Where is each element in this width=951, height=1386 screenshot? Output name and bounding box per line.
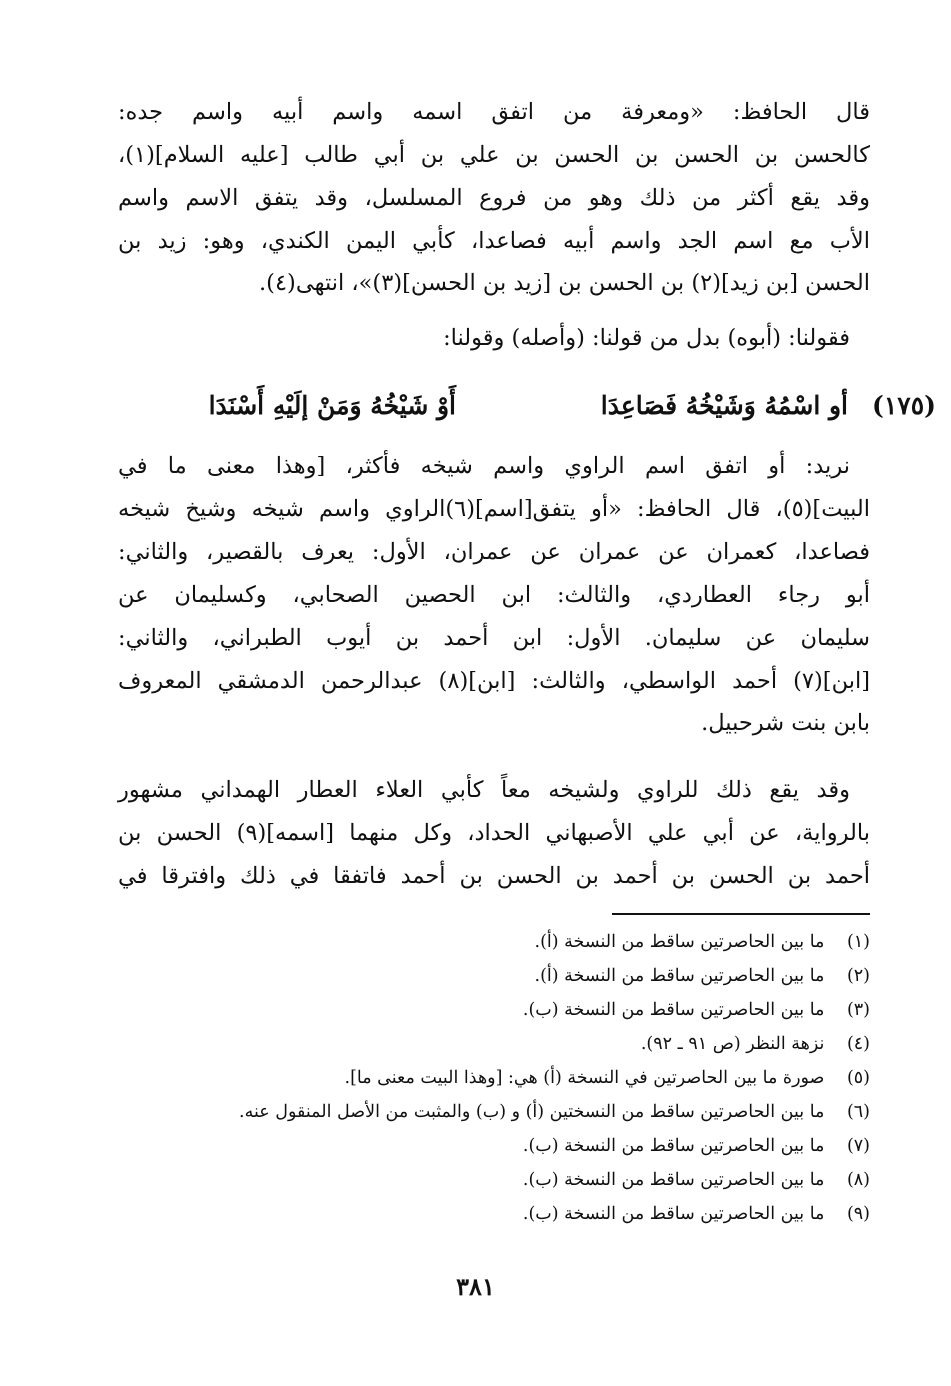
- footnote-number: (٧): [846, 1136, 870, 1156]
- footnote-number: (٢): [846, 966, 870, 986]
- footnote-number: (٨): [846, 1170, 870, 1190]
- text-line: [ابن](٧) أحمد الواسطي، والثالث: [ابن](٨) عبدالرحمن الدمشقي المعروف: [118, 668, 870, 694]
- text-line: الحسن [بن زيد](٢) بن الحسن بن [زيد بن الحسن](٣)»، انتهى(٤).: [259, 270, 870, 296]
- footnote-number: (٣): [846, 1000, 870, 1020]
- text-line: الأب مع اسم الجد واسم أبيه فصاعدا، كأبي اليمن الكندي، وهو: زيد بن: [118, 228, 870, 254]
- footnote-number: (٦): [846, 1102, 870, 1122]
- footnote: [523, 1162, 870, 1198]
- verse-number: (١٧٥): [872, 391, 936, 420]
- footnote: [523, 1128, 870, 1164]
- footnote-text: ما بين الحاصرتين ساقط من النسخة (أ).: [534, 966, 825, 986]
- footnote-number: (٥): [846, 1068, 870, 1088]
- text-line: بالرواية، عن أبي علي الأصبهاني الحداد، وكل منهما [اسمه](٩) الحسن بن: [118, 820, 870, 846]
- footnote-text: ما بين الحاصرتين ساقط من النسخة (ب).: [522, 1000, 825, 1020]
- footnote: [239, 1094, 870, 1130]
- text-line: نريد: أو اتفق اسم الراوي واسم شيخه فأكثر، [وهذا معنى ما في: [118, 453, 850, 479]
- text-line: وقد يقع ذلك للراوي ولشيخه معاً كأبي العلاء العطار الهمداني مشهور: [118, 777, 850, 803]
- text-line: فقولنا: (أبوه) بدل من قولنا: (وأصله) وقولنا:: [443, 325, 850, 351]
- footnote: [523, 1196, 870, 1232]
- footnote: [523, 992, 870, 1028]
- verse-first-hemistich: أو اسْمُهُ وَشَيْخُهُ فَصَاعِدَا: [600, 391, 848, 420]
- footnote-text: نزهة النظر (ص ٩١ ـ ٩٢).: [640, 1034, 825, 1054]
- footnote-number: (٩): [846, 1204, 870, 1224]
- footnote-text: صورة ما بين الحاصرتين في النسخة (أ) هي: [وهذا البيت معنى ما].: [344, 1068, 825, 1088]
- text-line: بابن بنت شرحبيل.: [701, 710, 870, 736]
- footnote-separator: [612, 913, 870, 915]
- text-line: وقد يقع أكثر من ذلك وهو من فروع المسلسل، وقد يتفق الاسم واسم: [118, 185, 870, 211]
- footnote-text: ما بين الحاصرتين ساقط من النسخة (ب).: [522, 1136, 825, 1156]
- text-line: كالحسن بن الحسن بن الحسن بن علي بن أبي طالب [عليه السلام](١)،: [118, 142, 870, 168]
- text-line: قال الحافظ: «ومعرفة من اتفق اسمه واسم أبيه واسم جده:: [118, 99, 870, 125]
- text-line: البيت](٥)، قال الحافظ: «أو يتفق[اسم](٦)الراوي واسم شيخه وشيخ شيخه: [118, 496, 870, 522]
- verse-second-hemistich: أَوْ شَيْخُهُ وَمَنْ إلَيْهِ أَسْنَدَا: [208, 391, 456, 420]
- footnote-text: ما بين الحاصرتين ساقط من النسخة (أ).: [534, 932, 825, 952]
- footnote: [641, 1026, 870, 1062]
- footnote-text: ما بين الحاصرتين ساقط من النسخة (ب).: [522, 1204, 825, 1224]
- text-line: أبو رجاء العطاردي، والثالث: ابن الحصين الصحابي، وكسليمان عن: [118, 582, 870, 608]
- footnote: [535, 958, 870, 994]
- footnote-number: (١): [846, 932, 870, 952]
- text-line: فصاعدا، كعمران عن عمران عن عمران، الأول: يعرف بالقصير، والثاني:: [118, 539, 870, 565]
- text-line: أحمد بن الحسن بن أحمد بن الحسن بن أحمد فاتفقا في ذلك وافترقا في: [118, 863, 870, 889]
- text-line: سليمان عن سليمان. الأول: ابن أحمد بن أيوب الطبراني، والثاني:: [118, 625, 870, 651]
- page-number: ٣٨١: [456, 1272, 495, 1301]
- footnote-number: (٤): [846, 1034, 870, 1054]
- poem-verse: [118, 384, 936, 428]
- footnote-text: ما بين الحاصرتين ساقط من النسخة (ب).: [522, 1170, 825, 1190]
- footnote: [535, 924, 870, 960]
- footnote: [345, 1060, 871, 1096]
- footnote-text: ما بين الحاصرتين ساقط من النسختين (أ) و (ب) والمثبت من الأصل المنقول عنه.: [239, 1102, 825, 1122]
